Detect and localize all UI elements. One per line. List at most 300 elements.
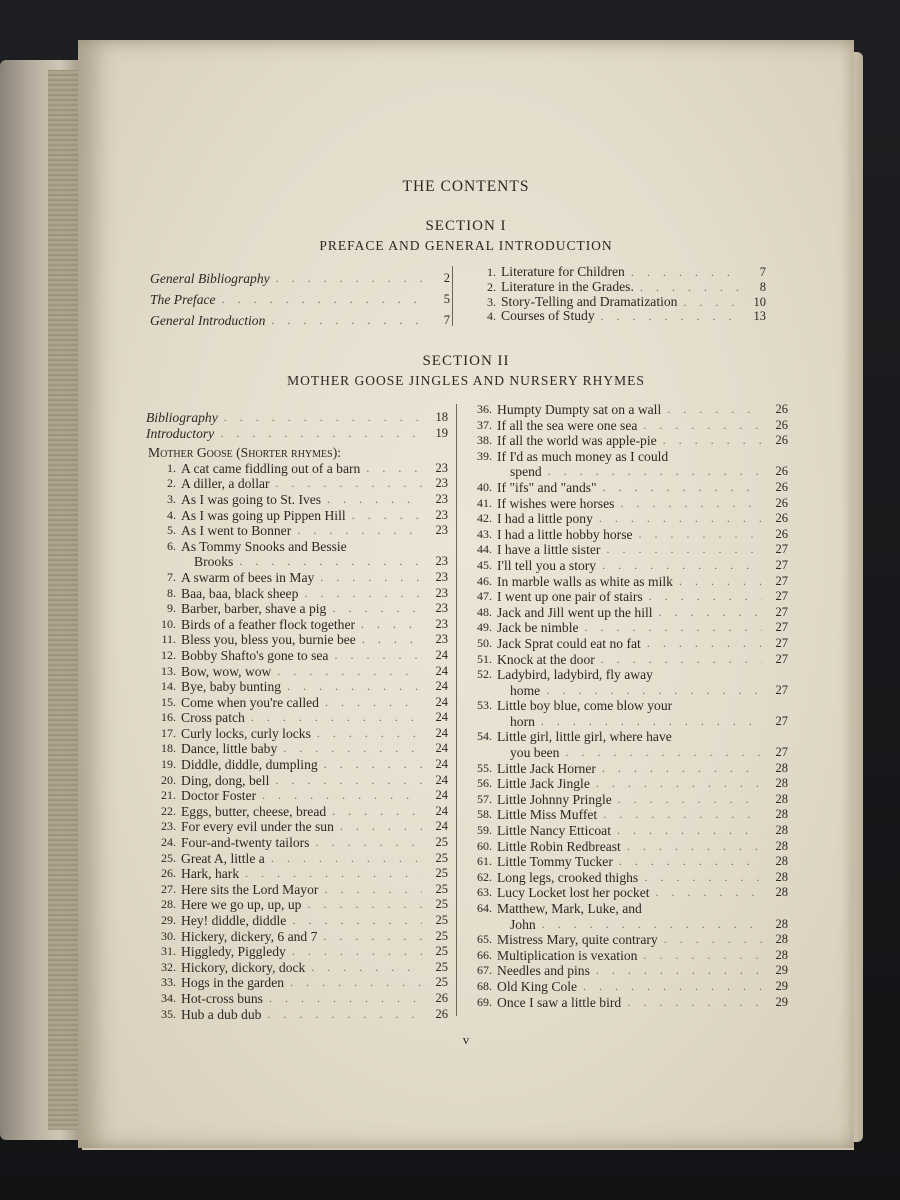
entry-page: 28 <box>775 823 788 838</box>
leader-dots <box>286 944 422 960</box>
entry-title: I went up one pair of stairs <box>497 589 643 605</box>
leader-dots <box>233 554 422 570</box>
toc-entry <box>146 679 448 695</box>
leader-dots <box>305 960 422 976</box>
entry-number: 58. <box>477 807 492 822</box>
leader-dots <box>638 870 762 886</box>
entry-number: 38. <box>477 433 492 448</box>
page-number: v <box>462 1032 470 1047</box>
entry-page: 25 <box>435 913 448 927</box>
toc-entry <box>466 295 766 310</box>
leader-dots <box>611 823 762 839</box>
entry-page: 23 <box>435 460 448 475</box>
entry-number: 30. <box>161 928 176 943</box>
toc-entry <box>146 664 448 680</box>
entry-page: 29 <box>775 963 788 978</box>
toc-entry <box>466 265 766 280</box>
section-2-left-items <box>146 461 448 1022</box>
entry-title: The Preface <box>150 292 216 307</box>
entry-number: 50. <box>477 635 492 650</box>
leader-dots <box>634 280 740 295</box>
entry-page: 25 <box>435 975 448 990</box>
leader-dots <box>326 601 422 617</box>
entry-page: 28 <box>775 838 788 853</box>
book-page <box>78 40 854 1148</box>
entry-number: 3. <box>167 491 176 506</box>
entry-number: 46. <box>477 573 492 588</box>
entry-page: 24 <box>435 663 448 678</box>
leader-dots <box>577 979 762 995</box>
toc-entry-continuation <box>462 683 788 699</box>
entry-number: 57. <box>477 791 492 806</box>
entry-title: Bobby Shafto's gone to sea <box>181 647 329 663</box>
entry-number: 41. <box>477 495 492 510</box>
entry-title: I have a little sister <box>497 542 601 558</box>
leader-dots <box>595 309 740 324</box>
entry-number: 43. <box>477 526 492 541</box>
entry-page: 25 <box>435 928 448 943</box>
group-label: Mother Goose (Shorter rhymes): <box>148 445 342 461</box>
entry-title: As Tommy Snooks and Bessie <box>181 538 347 554</box>
entry-number: 31. <box>161 944 176 959</box>
leader-dots <box>596 558 762 574</box>
entry-number: 6. <box>167 538 176 553</box>
section-2-intro-list <box>146 410 448 441</box>
toc-entry <box>146 882 448 898</box>
entry-number: 26. <box>161 866 176 881</box>
entry-page: 23 <box>435 585 448 600</box>
entry-number: 52. <box>477 667 492 682</box>
entry-page: 25 <box>435 835 448 850</box>
toc-entry <box>462 496 788 512</box>
entry-number: 44. <box>477 542 492 557</box>
entry-page: 27 <box>775 635 788 650</box>
leader-dots <box>265 310 424 331</box>
leader-dots <box>643 589 762 605</box>
entry-number: 69. <box>477 994 492 1009</box>
toc-entry <box>462 792 788 808</box>
entry-number: 63. <box>477 885 492 900</box>
section-1-heading: SECTION I <box>425 218 507 234</box>
entry-page: 23 <box>435 523 448 538</box>
toc-entry <box>466 280 766 295</box>
toc-entry <box>146 804 448 820</box>
entry-title-continuation: home <box>510 682 541 698</box>
entry-number: 4. <box>167 507 176 522</box>
leader-dots <box>270 268 424 289</box>
toc-entry <box>462 776 788 792</box>
entry-title: If "ifs" and "ands" <box>497 479 597 495</box>
entry-number: 47. <box>477 589 492 604</box>
entry-title: Four-and-twenty tailors <box>181 835 310 851</box>
leader-dots <box>661 402 762 418</box>
toc-entry <box>462 963 788 979</box>
entry-page: 24 <box>435 772 448 787</box>
leader-dots <box>593 511 762 527</box>
entry-page: 23 <box>435 569 448 584</box>
toc-entry <box>462 729 788 745</box>
entry-page: 28 <box>775 947 788 962</box>
toc-entry <box>462 574 788 590</box>
entry-page: 28 <box>775 885 788 900</box>
toc-entry <box>146 492 448 508</box>
entry-page: 28 <box>775 791 788 806</box>
leader-dots <box>613 854 762 870</box>
entry-title-continuation: spend <box>510 464 542 480</box>
leader-dots <box>559 745 762 761</box>
entry-page: 28 <box>775 869 788 884</box>
entry-title: Cross patch <box>181 710 245 726</box>
leader-dots <box>284 975 422 991</box>
toc-entry <box>150 289 450 310</box>
leader-dots <box>261 1007 422 1023</box>
entry-number: 24. <box>161 835 176 850</box>
entry-title: Hot-cross buns <box>181 990 263 1006</box>
entry-title: If all the sea were one sea <box>497 417 638 433</box>
entry-page: 26 <box>775 402 788 416</box>
entry-page: 25 <box>435 944 448 959</box>
entry-page: 24 <box>435 803 448 818</box>
entry-number: 29. <box>161 913 176 927</box>
entry-title: Old King Cole <box>497 978 578 994</box>
entry-number: 48. <box>477 604 492 619</box>
entry-number: 49. <box>477 620 492 635</box>
leader-dots <box>595 652 762 668</box>
entry-title: As I went to Bonner <box>181 523 292 539</box>
leader-dots <box>621 839 762 855</box>
entry-page: 24 <box>435 725 448 740</box>
entry-number: 8. <box>167 585 176 600</box>
entry-title: Courses of Study <box>501 308 595 324</box>
leader-dots <box>621 995 762 1011</box>
entry-number: 16. <box>161 710 176 725</box>
toc-entry <box>146 897 448 913</box>
toc-entry <box>146 410 448 426</box>
entry-page: 28 <box>775 760 788 775</box>
leader-dots <box>218 410 422 426</box>
toc-entry <box>462 885 788 901</box>
entry-title-continuation: you been <box>510 745 560 761</box>
toc-entry <box>146 741 448 757</box>
entry-number: 12. <box>161 647 176 662</box>
leader-dots <box>677 295 740 310</box>
toc-entry <box>462 932 788 948</box>
leader-dots <box>614 496 762 512</box>
leader-dots <box>535 714 762 730</box>
entry-title: Hogs in the garden <box>181 975 285 991</box>
entry-page: 24 <box>435 819 448 834</box>
entry-title: Hickery, dickery, 6 and 7 <box>181 928 318 944</box>
entry-page: 8 <box>759 279 766 294</box>
entry-title: Hub a dub dub <box>181 1006 262 1022</box>
leader-dots <box>245 710 422 726</box>
entry-page: 28 <box>775 776 788 791</box>
entry-page: 5 <box>443 292 450 306</box>
leader-dots <box>318 757 422 773</box>
entry-title: If I'd as much money as I could <box>497 448 669 464</box>
entry-number: 28. <box>161 897 176 912</box>
entry-title: Birds of a feather flock together <box>181 616 356 632</box>
toc-entry <box>146 476 448 492</box>
entry-page: 26 <box>435 990 448 1005</box>
toc-entry-continuation <box>462 464 788 480</box>
entry-page: 24 <box>435 741 448 756</box>
section-2-heading: SECTION II <box>422 353 510 369</box>
toc-entry <box>462 418 788 434</box>
entry-number: 32. <box>161 959 176 974</box>
toc-entry <box>462 901 788 917</box>
entry-title: Diddle, diddle, dumpling <box>181 757 318 773</box>
entry-number: 51. <box>477 651 492 666</box>
entry-title: Jack and Jill went up the hill <box>497 604 653 620</box>
entry-title: As I was going to St. Ives <box>181 491 322 507</box>
entry-page: 24 <box>435 679 448 694</box>
entry-page: 28 <box>775 932 788 947</box>
leader-dots <box>314 570 422 586</box>
entry-number: 36. <box>477 402 492 416</box>
section-2-subheading: MOTHER GOOSE JINGLES AND NURSERY RHYMES <box>287 373 645 388</box>
entry-number: 20. <box>161 772 176 787</box>
leader-dots <box>590 776 762 792</box>
entry-title: Here we go up, up, up <box>181 897 302 913</box>
toc-entry <box>146 944 448 960</box>
entry-number: 27. <box>161 881 176 896</box>
toc-entry <box>462 605 788 621</box>
entry-title: A diller, a dollar <box>181 476 270 492</box>
toc-entry <box>462 652 788 668</box>
entry-number: 2. <box>167 476 176 491</box>
entry-number: 68. <box>477 978 492 993</box>
entry-number: 35. <box>161 1006 176 1021</box>
entry-page: 26 <box>775 526 788 541</box>
toc-entry <box>146 788 448 804</box>
leader-dots <box>328 648 422 664</box>
toc-entry <box>146 757 448 773</box>
entry-title-continuation: John <box>510 916 536 932</box>
leader-dots <box>653 605 762 621</box>
entry-title: Humpty Dumpty sat on a wall <box>497 402 662 417</box>
toc-entry <box>146 866 448 882</box>
leader-dots <box>265 851 422 867</box>
entry-title: Matthew, Mark, Luke, and <box>497 901 642 916</box>
entry-title: Hickory, dickory, dock <box>181 959 306 975</box>
section-1-left-list <box>150 268 450 331</box>
leader-dots <box>597 807 762 823</box>
entry-page: 25 <box>435 897 448 912</box>
entry-title: Bibliography <box>146 410 218 425</box>
section-1-right-list <box>466 265 766 324</box>
entry-title: General Introduction <box>150 313 266 328</box>
entry-number: 34. <box>161 990 176 1005</box>
entry-page: 13 <box>753 309 766 324</box>
entry-number: 65. <box>477 932 492 947</box>
leader-dots <box>658 932 762 948</box>
toc-entry <box>462 823 788 839</box>
entry-number: 10. <box>161 616 176 631</box>
toc-entry <box>146 929 448 945</box>
entry-title: A cat came fiddling out of a barn <box>181 460 361 476</box>
toc-entry <box>462 402 788 418</box>
entry-number: 33. <box>161 975 176 990</box>
entry-title: Multiplication is vexation <box>497 947 638 963</box>
entry-page: 28 <box>775 854 788 869</box>
entry-number: 5. <box>167 523 176 538</box>
entry-page: 24 <box>435 757 448 772</box>
entry-title: Little Miss Muffet <box>497 807 598 823</box>
entry-page: 27 <box>775 713 788 728</box>
entry-title: Higgledy, Piggledy <box>181 944 286 960</box>
toc-entry <box>462 839 788 855</box>
toc-entry <box>462 948 788 964</box>
toc-entry <box>146 1007 448 1023</box>
entry-number: 60. <box>477 838 492 853</box>
entry-page: 27 <box>775 651 788 666</box>
entry-page: 28 <box>775 807 788 822</box>
toc-entry <box>466 309 766 324</box>
entry-title: Curly locks, curly locks <box>181 725 311 741</box>
toc-entry <box>462 667 788 683</box>
entry-title: Great A, little a <box>181 850 265 866</box>
entry-title: In marble walls as white as milk <box>497 573 673 589</box>
toc-entry <box>146 601 448 617</box>
entry-page: 25 <box>435 866 448 881</box>
entry-title: Jack be nimble <box>497 620 579 636</box>
toc-entry <box>146 835 448 851</box>
leader-dots <box>596 761 762 777</box>
toc-entry <box>462 995 788 1011</box>
toc-entry <box>462 511 788 527</box>
entry-page: 25 <box>435 881 448 896</box>
entry-page: 27 <box>775 604 788 619</box>
leader-dots <box>256 788 422 804</box>
toc-entry <box>462 433 788 449</box>
toc-entry <box>146 508 448 524</box>
toc-entry-continuation <box>462 745 788 761</box>
entry-title: Baa, baa, black sheep <box>181 585 299 601</box>
entry-title: Little Jack Horner <box>497 760 596 776</box>
column-divider <box>456 404 457 1016</box>
entry-title: I had a little hobby horse <box>497 526 633 542</box>
leader-dots <box>637 418 762 434</box>
toc-entry <box>146 913 448 929</box>
entry-page: 26 <box>775 479 788 494</box>
entry-number: 40. <box>477 479 492 494</box>
entry-title: Mistress Mary, quite contrary <box>497 932 658 948</box>
leader-dots <box>637 948 762 964</box>
section-2-right-list <box>462 402 788 1010</box>
toc-entry <box>462 698 788 714</box>
entry-title-continuation: Brooks <box>194 554 234 570</box>
entry-page: 29 <box>775 978 788 993</box>
leader-dots <box>540 683 762 699</box>
entry-page: 27 <box>775 620 788 635</box>
entry-title: Once I saw a little bird <box>497 994 622 1010</box>
entry-title: Bow, wow, wow <box>181 663 272 679</box>
entry-number: 19. <box>161 757 176 772</box>
toc-entry <box>462 854 788 870</box>
entry-title: Dance, little baby <box>181 741 278 757</box>
leader-dots <box>360 461 422 477</box>
leader-dots <box>319 695 422 711</box>
entry-page: 7 <box>443 313 450 327</box>
entry-title: Story-Telling and Dramatization <box>501 293 678 309</box>
entry-page: 24 <box>435 694 448 709</box>
entry-page: 27 <box>775 542 788 557</box>
entry-page: 28 <box>775 916 788 931</box>
leader-dots <box>612 792 762 808</box>
entry-page: 10 <box>753 294 766 309</box>
entry-page: 25 <box>435 959 448 974</box>
entry-title: If wishes were horses <box>497 495 615 511</box>
entry-title: Hey! diddle, diddle <box>181 913 287 928</box>
toc-entry <box>462 542 788 558</box>
entry-title: Little Robin Redbreast <box>497 838 621 854</box>
leader-dots <box>291 523 422 539</box>
leader-dots <box>317 929 422 945</box>
entry-title: Doctor Foster <box>181 788 257 804</box>
leader-dots <box>301 897 422 913</box>
entry-title: I had a little pony <box>497 511 593 527</box>
entry-number: 54. <box>477 729 492 744</box>
entry-page: 24 <box>435 647 448 662</box>
toc-entry <box>146 461 448 477</box>
leader-dots <box>536 917 762 933</box>
toc-entry <box>146 819 448 835</box>
entry-number: 21. <box>161 788 176 803</box>
toc-entry <box>462 527 788 543</box>
toc-entry <box>146 617 448 633</box>
leader-dots <box>281 679 422 695</box>
entry-title: A swarm of bees in May <box>181 569 315 585</box>
entry-number: 25. <box>161 850 176 865</box>
toc-entry <box>146 991 448 1007</box>
leader-dots <box>673 574 762 590</box>
entry-title: Ladybird, ladybird, fly away <box>497 667 653 683</box>
entry-page: 29 <box>775 994 788 1009</box>
toc-entry <box>462 979 788 995</box>
entry-number: 22. <box>161 803 176 818</box>
entry-page: 26 <box>775 495 788 510</box>
leader-dots <box>214 426 422 442</box>
entry-number: 4. <box>487 309 496 324</box>
toc-entry-continuation <box>462 917 788 933</box>
entry-page: 23 <box>435 507 448 522</box>
leader-dots <box>600 542 762 558</box>
entry-page: 2 <box>443 271 450 285</box>
entry-title: As I was going up Pippen Hill <box>181 507 346 523</box>
toc-entry <box>146 710 448 726</box>
entry-page: 26 <box>435 1006 448 1021</box>
entry-title: Little Jack Jingle <box>497 776 590 792</box>
entry-page: 23 <box>435 476 448 491</box>
entry-number: 23. <box>161 819 176 834</box>
leader-dots <box>650 885 763 901</box>
entry-title: General Bibliography <box>150 271 270 286</box>
entry-title: Ding, dong, bell <box>181 772 270 788</box>
entry-title: Introductory <box>146 425 215 441</box>
entry-number: 56. <box>477 776 492 791</box>
entry-title: Bless you, bless you, burnie bee <box>181 632 356 648</box>
entry-title: Literature for Children <box>501 264 625 279</box>
entry-number: 45. <box>477 557 492 572</box>
entry-page: 7 <box>759 265 766 279</box>
leader-dots <box>657 433 762 449</box>
entry-title: Little girl, little girl, where have <box>497 729 672 745</box>
entry-title: Here sits the Lord Mayor <box>181 881 319 897</box>
leader-dots <box>542 464 762 480</box>
entry-page: 27 <box>775 573 788 588</box>
entry-number: 2. <box>487 279 496 294</box>
